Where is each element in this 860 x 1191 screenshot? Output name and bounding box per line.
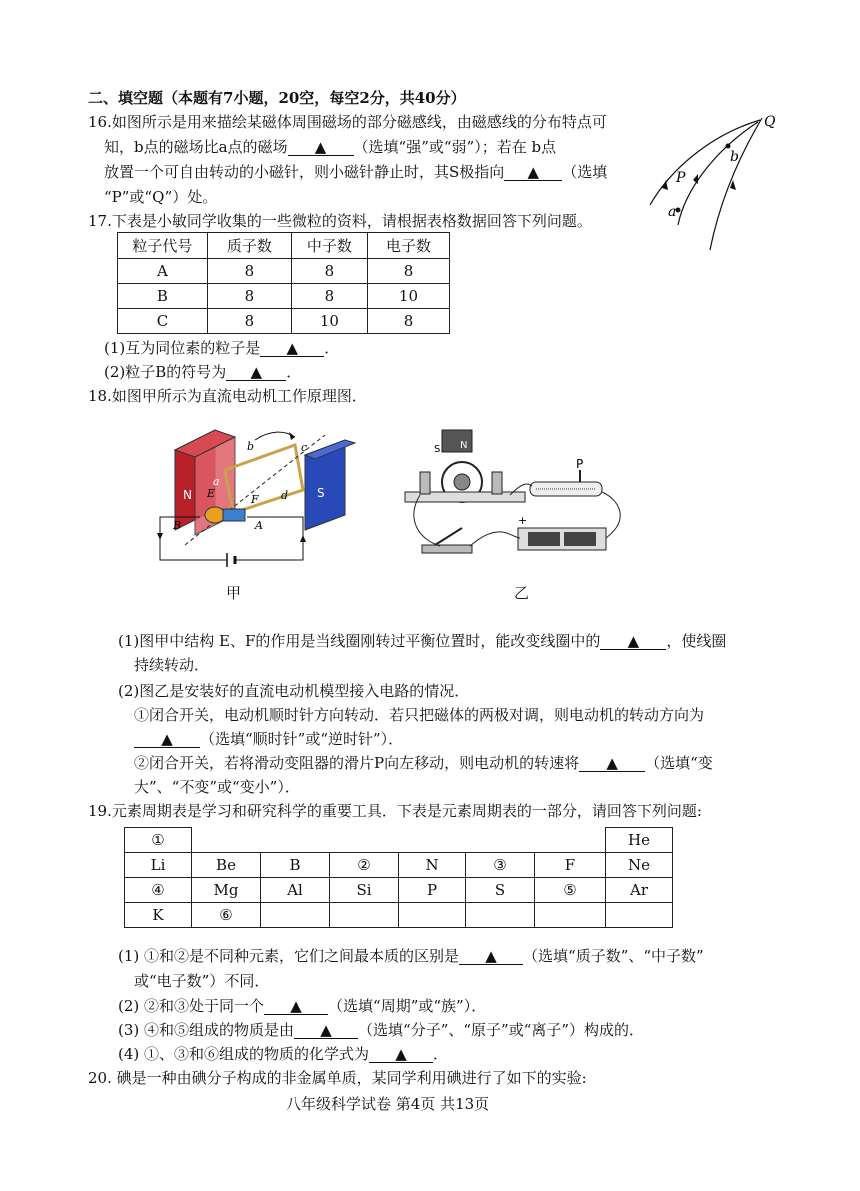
- table-row: [118, 309, 450, 334]
- q20-stem: 20. 碘是一种由碘分子构成的非金属单质，某同学利用碘进行了如下的实验:: [88, 1069, 587, 1087]
- q18-sub2-1-cont: ▲ （选填“顺时针”或“逆时针”）．: [134, 729, 403, 749]
- table-cell: 8: [367, 309, 449, 334]
- element-cell: ③: [466, 853, 535, 878]
- element-cell: N: [399, 853, 466, 878]
- answer-blank[interactable]: ▲: [579, 755, 645, 772]
- answer-blank[interactable]: ▲: [600, 633, 666, 650]
- element-cell: Be: [192, 853, 261, 878]
- coil-label-d: d: [281, 489, 289, 502]
- q18-sub1: (1)图甲中结构 E、F的作用是当线圈刚转过平衡位置时，能改变线圈中的 ▲ ，使线圈: [118, 632, 727, 650]
- element-cell: [535, 828, 606, 853]
- motor-model-figure: [400, 420, 640, 570]
- q16-line2: 知，b点的磁场比a点的磁场 ▲ （选填“强”或“弱”）；若在 b点: [104, 138, 557, 156]
- answer-blank[interactable]: ▲: [369, 1046, 433, 1063]
- label-p: P: [676, 170, 686, 186]
- table-cell: C: [118, 309, 208, 334]
- q18-sub2-2-cont: 大”、“不变”或“变小”）．: [134, 778, 300, 796]
- answer-blank[interactable]: ▲: [294, 1022, 358, 1039]
- element-cell: [330, 828, 399, 853]
- periodic-table-row: [125, 903, 673, 928]
- table-header: 电子数: [367, 233, 449, 259]
- answer-blank[interactable]: ▲: [134, 731, 200, 748]
- magnetic-field-figure: [640, 110, 780, 260]
- battery-plus: +: [518, 514, 528, 527]
- table-cell: A: [118, 259, 208, 284]
- periodic-table-row: [125, 878, 673, 903]
- table-cell: 8: [207, 284, 291, 309]
- section-title: 二、填空题（本题有7小题，20空，每空2分，共40分）: [88, 89, 466, 107]
- table-header-row: [118, 233, 450, 259]
- label-q: Q: [764, 114, 776, 130]
- fig2-caption: 乙: [514, 584, 530, 602]
- element-cell: [330, 903, 399, 928]
- element-cell: ②: [330, 853, 399, 878]
- element-cell: Ar: [606, 878, 673, 903]
- table-header: 质子数: [207, 233, 291, 259]
- element-cell: S: [466, 878, 535, 903]
- table-cell: B: [118, 284, 208, 309]
- element-cell: ⑤: [535, 878, 606, 903]
- answer-blank[interactable]: ▲: [264, 998, 328, 1015]
- q17-stem: 17.下表是小敏同学收集的一些微粒的资料，请根据表格数据回答下列问题。: [88, 212, 592, 230]
- element-cell: Ne: [606, 853, 673, 878]
- q18-sub1-cont: 持续转动．: [134, 656, 210, 674]
- element-cell: [606, 903, 673, 928]
- q16-line3: 放置一个可自由转动的小磁针，则小磁针静止时，其S极指向 ▲ （选填: [104, 163, 608, 181]
- model-magnet-n: N: [460, 440, 468, 451]
- coil-label-c: c: [301, 441, 308, 454]
- q18-sub2-1: ①闭合开关，电动机顺时针方向转动．若只把磁体的两极对调，则电动机的转动方向为: [134, 706, 705, 724]
- element-cell: [399, 903, 466, 928]
- element-cell: [466, 903, 535, 928]
- periodic-table-row: [125, 853, 673, 878]
- q19-sub2: (2) ②和③处于同一个 ▲ （选填“周期”或“族”）．: [118, 997, 487, 1015]
- table-header: 粒子代号: [118, 233, 208, 259]
- table-cell: 10: [291, 309, 367, 334]
- coil-label-b: b: [247, 440, 255, 453]
- element-cell: ①: [125, 828, 192, 853]
- answer-blank[interactable]: ▲: [459, 948, 523, 965]
- motor-principle-figure: [155, 415, 365, 575]
- answer-blank[interactable]: ▲: [260, 340, 324, 357]
- q17-sub1: (1)互为同位素的粒子是 ▲ ．: [104, 339, 340, 357]
- periodic-table-row: [125, 828, 673, 853]
- element-cell: [535, 903, 606, 928]
- brush-label-b: B: [173, 519, 182, 532]
- q16-line4: “P”或“Q”）处。: [104, 188, 218, 206]
- q19-sub4: (4) ①、③和⑥组成的物质的化学式为 ▲ ．: [118, 1045, 449, 1063]
- element-cell: Mg: [192, 878, 261, 903]
- element-cell: [261, 903, 330, 928]
- magnet-s-label: S: [317, 486, 325, 500]
- element-cell: [466, 828, 535, 853]
- element-cell: [399, 828, 466, 853]
- answer-blank[interactable]: ▲: [226, 364, 286, 381]
- q18-sub2: (2)图乙是安装好的直流电动机模型接入电路的情况．: [118, 682, 470, 700]
- table-row: [118, 284, 450, 309]
- element-cell: ⑥: [192, 903, 261, 928]
- q16-line1: 16.如图所示是用来描绘某磁体周围磁场的部分磁感线，由磁感线的分布特点可: [88, 113, 607, 131]
- model-magnet-s: S: [434, 444, 441, 455]
- table-row: [118, 259, 450, 284]
- table-cell: 10: [367, 284, 449, 309]
- element-cell: P: [399, 878, 466, 903]
- page-footer: 八年级科学试卷 第4页 共13页: [286, 1095, 490, 1113]
- label-b: b: [730, 149, 739, 165]
- magnet-n-label: N: [183, 488, 192, 502]
- particle-table: [117, 232, 450, 334]
- element-cell: Al: [261, 878, 330, 903]
- element-cell: [261, 828, 330, 853]
- element-cell: Si: [330, 878, 399, 903]
- q19-sub1: (1) ①和②是不同种元素，它们之间最本质的区别是 ▲ （选填“质子数”、“中子数”: [118, 947, 704, 965]
- table-cell: 8: [207, 259, 291, 284]
- q17-sub2: (2)粒子B的符号为 ▲ ．: [104, 363, 302, 381]
- table-cell: 8: [291, 284, 367, 309]
- periodic-table: [124, 827, 673, 928]
- commutator-label-e: E: [207, 487, 216, 500]
- q18-sub2-2: ②闭合开关，若将滑动变阻器的滑片P向左移动，则电动机的转速将 ▲ （选填“变: [134, 754, 713, 772]
- element-cell: [192, 828, 261, 853]
- q19-stem: 19.元素周期表是学习和研究科学的重要工具．下表是元素周期表的一部分，请回答下列问题:: [88, 802, 702, 820]
- q19-sub3: (3) ④和⑤组成的物质是由 ▲ （选填“分子”、“原子”或“离子”）构成的．: [118, 1021, 645, 1039]
- fig1-caption: 甲: [226, 584, 242, 602]
- element-cell: F: [535, 853, 606, 878]
- label-a: a: [668, 204, 677, 220]
- table-cell: 8: [367, 259, 449, 284]
- element-cell: Li: [125, 853, 192, 878]
- element-cell: ④: [125, 878, 192, 903]
- coil-label-a: a: [213, 475, 220, 488]
- answer-blank[interactable]: ▲: [288, 139, 354, 156]
- element-cell: K: [125, 903, 192, 928]
- answer-blank[interactable]: ▲: [504, 164, 562, 181]
- table-cell: 8: [291, 259, 367, 284]
- element-cell: B: [261, 853, 330, 878]
- q19-sub1-cont: 或“电子数”）不同．: [134, 972, 270, 990]
- commutator-label-f: F: [251, 493, 259, 506]
- q18-stem: 18.如图甲所示为直流电动机工作原理图．: [88, 387, 367, 405]
- table-cell: 8: [207, 309, 291, 334]
- table-header: 中子数: [291, 233, 367, 259]
- slider-label-p: P: [576, 457, 584, 471]
- element-cell: He: [606, 828, 673, 853]
- brush-label-a: A: [255, 519, 263, 532]
